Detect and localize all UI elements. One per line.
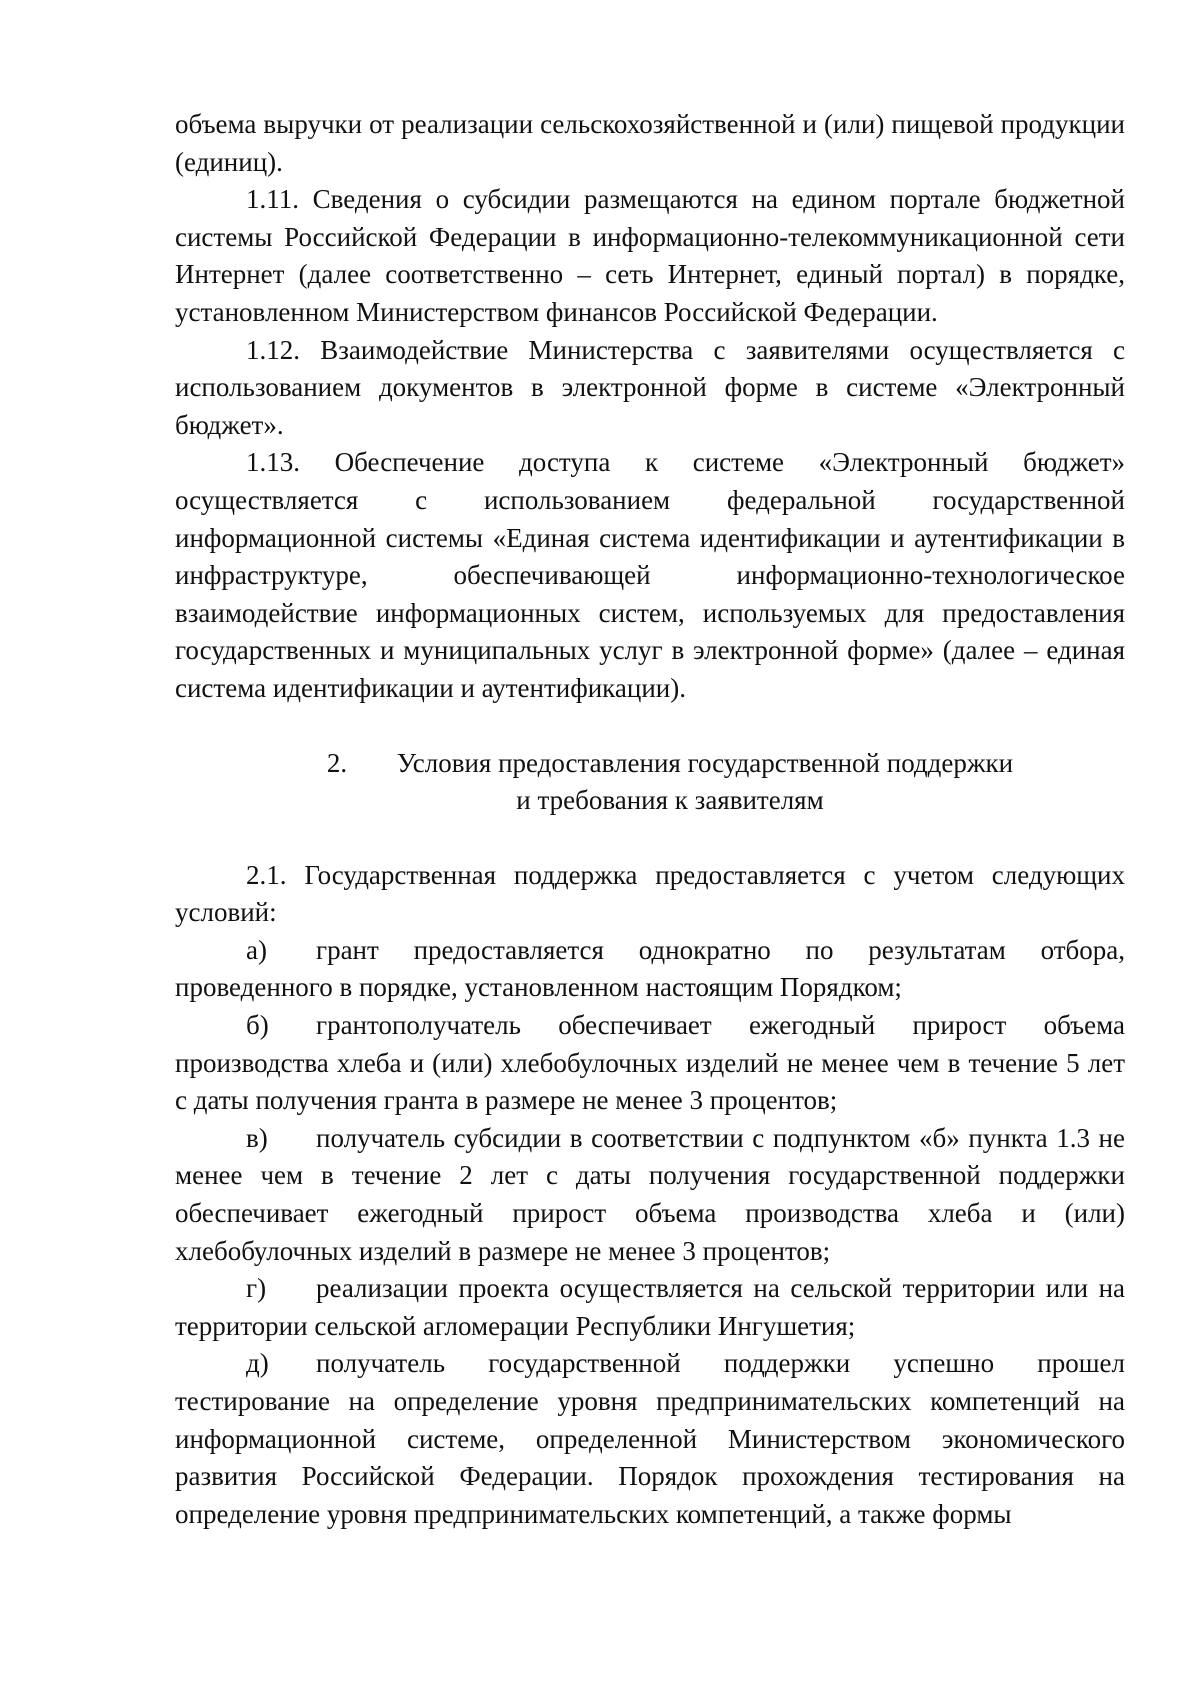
paragraph-1-12: 1.12. Взаимодействие Министерства с заявителями осуществляется с использованием документов в электронной форме в системе «Электронный бюджет». [175, 334, 1125, 440]
paragraph-revenue-continuation: объема выручки от реализации сельскохозяйственной и (или) пищевой продукции (единиц). [175, 109, 1125, 177]
list-item-label: б) [246, 1010, 269, 1041]
paragraph-1-13: 1.13. Обеспечение доступа к системе «Электронный бюджет» осуществляется с использованием федеральной государственной информационной системы «Единая система идентификации и аутентификации в инфраструктуре, обеспечивающей информационно-технологическое взаимодействие информационных систем, используемых для предоставления государственных и муниципальных услуг в электронной форме» (далее – единая система идентификации и аутентификации). [175, 447, 1125, 703]
section-title-line-2: и требования к заявителям [516, 785, 824, 816]
list-item-text: получатель субсидии в соответствии с подпунктом «б» пункта 1.3 не менее чем в течение 2 лет с даты получения государственной поддержки обеспечивает ежегодный прирост объема производства хлеба и (или) хлебобулочных изделий в размере не менее 3 процентов; [175, 1122, 1125, 1266]
list-item-text: грантополучатель обеспечивает ежегодный прирост объема производства хлеба и (или) хлебобулочных изделий не менее чем в течение 5 лет с даты получения гранта в размере не менее 3 процентов; [175, 1010, 1125, 1116]
list-item-v [175, 1120, 1125, 1270]
list-item-text: грант предоставляется однократно по результатам отбора, проведенного в порядке, установленном настоящим Порядком; [175, 934, 1125, 1003]
list-item-label: в) [246, 1122, 268, 1153]
list-item-label: а) [246, 934, 267, 965]
list-item-label: д) [246, 1348, 269, 1379]
document-page [175, 106, 1125, 1533]
list-item-b [175, 1007, 1125, 1120]
list-item-text: реализации проекта осуществляется на сельской территории или на территории сельской агломерации Республики Ингушетия; [175, 1273, 1125, 1341]
section-title-line-1: Условия предоставления государственной поддержки [396, 747, 1014, 778]
list-item-label: г) [246, 1273, 267, 1304]
list-item-a [175, 932, 1125, 1007]
paragraph-2-1: 2.1. Государственная поддержка предоставляется с учетом следующих условий: [175, 859, 1125, 928]
section-number: 2. [326, 747, 348, 778]
list-item-g [175, 1270, 1125, 1345]
list-item-d [175, 1345, 1125, 1533]
section-heading-2 [175, 745, 1125, 820]
paragraph-1-11: 1.11. Сведения о субсидии размещаются на едином портале бюджетной системы Российской Федерации в информационно-телекоммуникационной сети Интернет (далее соответственно – сеть Интернет, единый портал) в порядке, установленном Министерством финансов Российской Федерации. [175, 184, 1125, 327]
list-item-text: получатель государственной поддержки успешно прошел тестирование на определение уровня предпринимательских компетенций на информационной системе, определенной Министерством экономического развития Российской Федерации. Порядок прохождения тестирования на определение уровня предпринимательских компетенций, а также формы [175, 1348, 1125, 1529]
section-heading-line-1 [215, 745, 1125, 783]
